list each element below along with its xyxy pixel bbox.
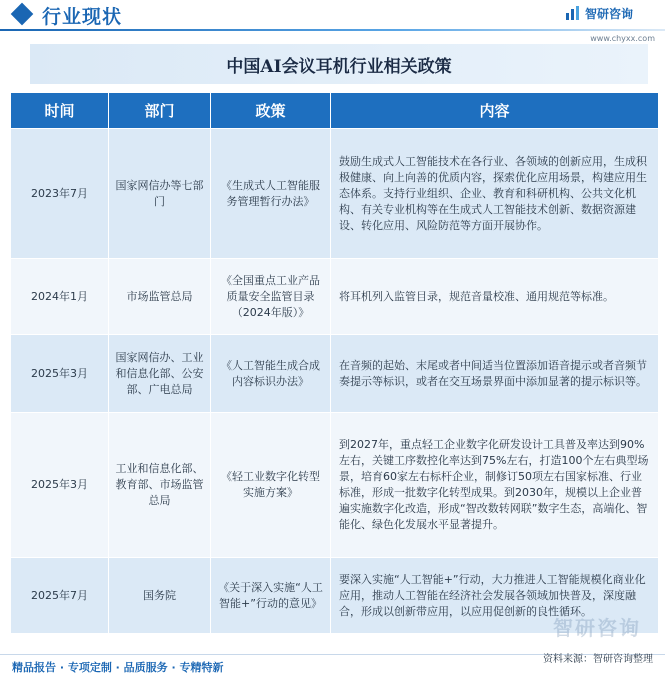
table-row (11, 129, 659, 259)
cell-time: 2025年3月 (11, 335, 109, 413)
cell-dept: 工业和信息化部、教育部、市场监管总局 (109, 413, 211, 558)
page-footer (0, 654, 665, 677)
cell-content: 鼓励生成式人工智能技术在各行业、各领域的创新应用，生成积极健康、向上向善的优质内容，探索优化应用场景，构建应用生态体系。支持行业组织、企业、教育和科研机构、公共文化机构、有关专业机构等在生成式人工智能技术创新、数据资源建设、转化应用、风险防范等方面开展协作。 (331, 129, 659, 259)
cell-time: 2025年7月 (11, 558, 109, 634)
cell-policy: 《全国重点工业产品质量安全监管目录（2024年版）》 (211, 259, 331, 335)
cell-policy: 《轻工业数字化转型实施方案》 (211, 413, 331, 558)
footer-slogan: 精品报告 · 专项定制 · 品质服务 · 专精特新 (12, 661, 224, 674)
brand-url: www.chyxx.com (590, 34, 655, 43)
cell-time: 2023年7月 (11, 129, 109, 259)
column-header-policy: 政策 (211, 93, 331, 129)
table-row (11, 259, 659, 335)
table-row (11, 413, 659, 558)
cell-content: 到2027年，重点轻工企业数字化研发设计工具普及率达到90%左右，关键工序数控化率达到75%左右，打造100个左右典型场景，培育60家左右标杆企业，制修订50项左右国家标准、行业标准，形成一批数字化转型成果。到2030年，规模以上企业普遍实施数字化改造，形成“智改数转网联”数字生态，高端化、智能化、绿色化发展水平显著提升。 (331, 413, 659, 558)
table-header-row (11, 93, 659, 129)
table-title-band (30, 44, 648, 84)
cell-dept: 国家网信办、工业和信息化部、公安部、广电总局 (109, 335, 211, 413)
cell-time: 2025年3月 (11, 413, 109, 558)
page-header (0, 0, 665, 43)
brand-logo (565, 4, 655, 43)
section-title: 行业现状 (42, 6, 123, 28)
table-row (11, 335, 659, 413)
brand-name: 智研咨询 (585, 7, 634, 21)
cell-content: 要深入实施“人工智能+”行动，大力推进人工智能规模化商业化应用，推动人工智能在经济社会发展各领域加快普及，深度融合，形成以创新带应用，以应用促创新的良性循环。 (331, 558, 659, 634)
cell-dept: 市场监管总局 (109, 259, 211, 335)
brand-logo-icon (565, 5, 581, 21)
column-header-content: 内容 (331, 93, 659, 129)
column-header-time: 时间 (11, 93, 109, 129)
cell-content: 在音频的起始、末尾或者中间适当位置添加语音提示或者音频节奏提示等标识，或者在交互场景界面中添加显著的提示标识等。 (331, 335, 659, 413)
table-title: 中国AI会议耳机行业相关政策 (226, 56, 452, 77)
diamond-icon (11, 3, 34, 26)
cell-policy: 《人工智能生成合成内容标识办法》 (211, 335, 331, 413)
cell-content: 将耳机列入监管目录，规范音量校准、通用规范等标准。 (331, 259, 659, 335)
cell-dept: 国家网信办等七部门 (109, 129, 211, 259)
cell-time: 2024年1月 (11, 259, 109, 335)
policy-table (10, 92, 659, 634)
cell-dept: 国务院 (109, 558, 211, 634)
watermark: 智研咨询 (553, 616, 641, 640)
cell-policy: 《生成式人工智能服务管理暂行办法》 (211, 129, 331, 259)
source-note: 资料来源：智研咨询整理 (543, 654, 653, 665)
column-header-dept: 部门 (109, 93, 211, 129)
cell-policy: 《关于深入实施“人工智能+”行动的意见》 (211, 558, 331, 634)
